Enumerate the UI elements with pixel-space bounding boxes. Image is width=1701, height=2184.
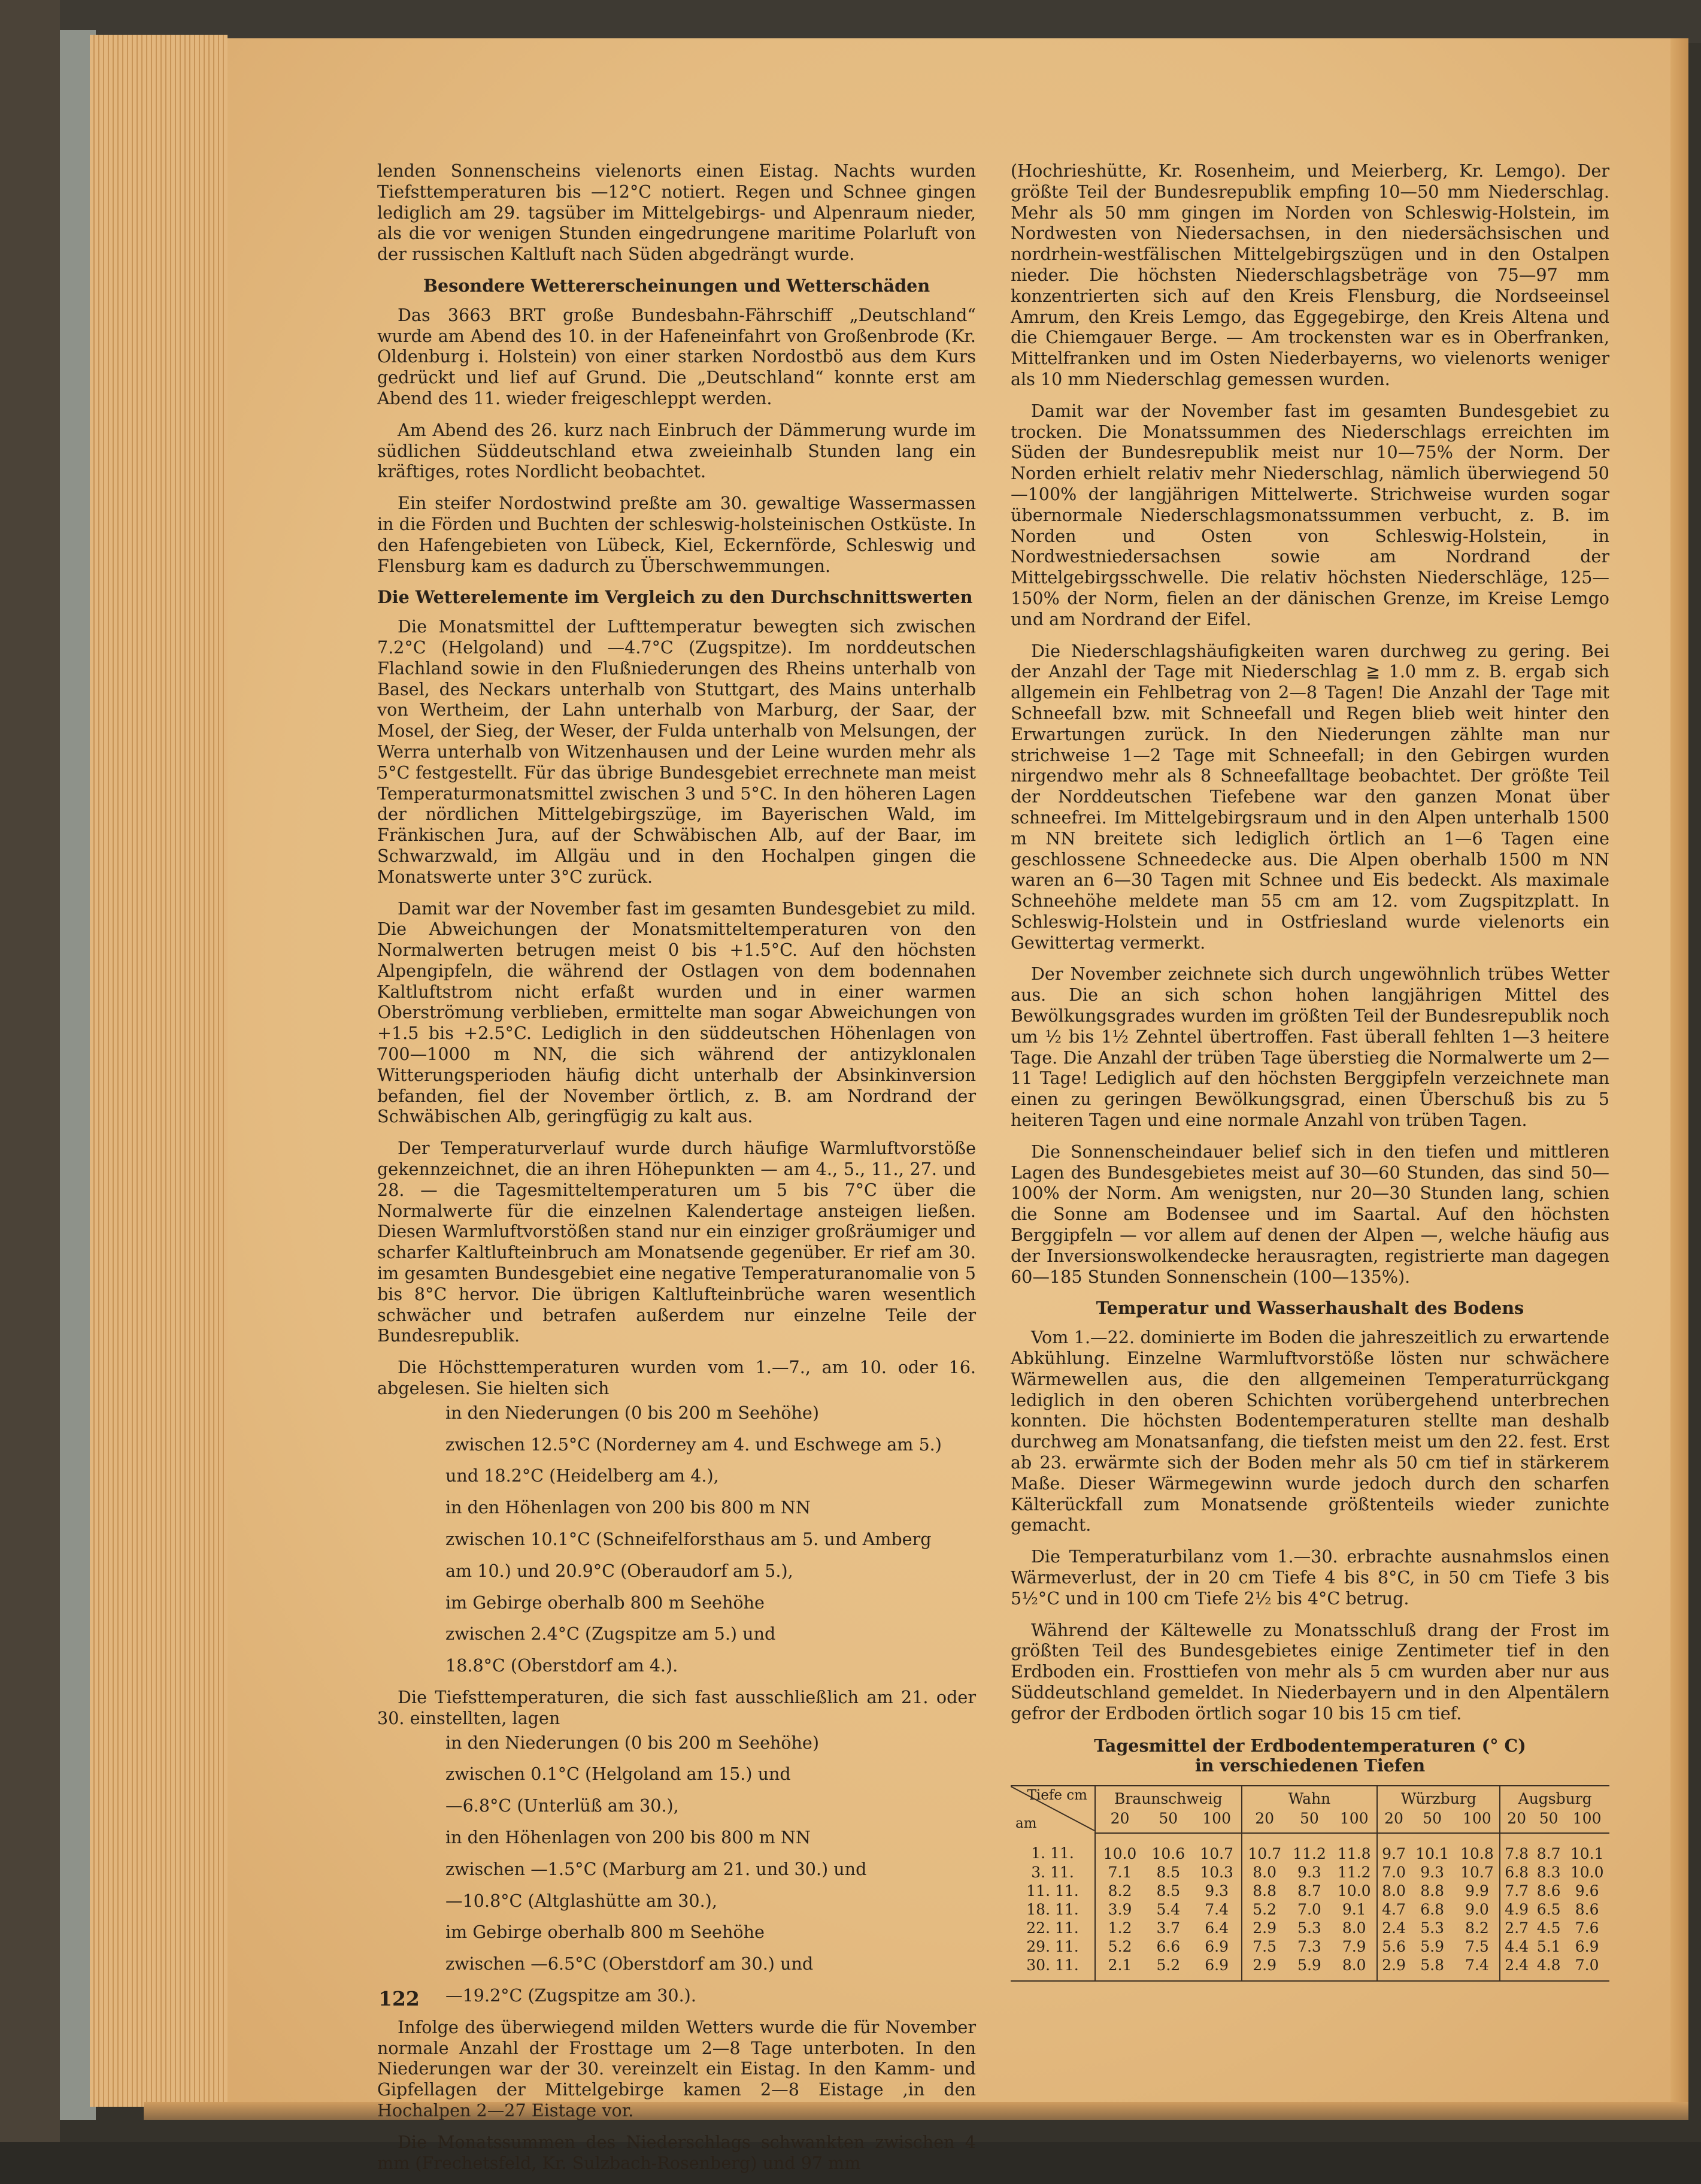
temperature-cell: 6.5 (1536, 1900, 1561, 1918)
date-cell: 11. 11. (1026, 1882, 1079, 1900)
depth-header: 20 (1377, 1809, 1410, 1833)
temperature-cell: 7.8 (1500, 1833, 1533, 1863)
temperature-cell: 4.4 (1500, 1937, 1533, 1956)
temperature-cell: 2.4 (1377, 1919, 1410, 1937)
list-line: 18.8°C (Oberstdorf am 4.). (445, 1655, 678, 1676)
temperature-cell: 6.6 (1156, 1937, 1181, 1955)
depth-header: 20 (1095, 1809, 1144, 1833)
date-cell: 29. 11. (1026, 1937, 1079, 1955)
temperature-cell: 6.9 (1575, 1937, 1599, 1955)
date-cell: 1. 11. (1031, 1844, 1074, 1862)
corner-depth-label: Tiefe cm (1027, 1787, 1087, 1803)
temperature-cell: 8.5 (1156, 1882, 1181, 1900)
temperature-cell: 6.8 (1500, 1863, 1533, 1882)
temperature-cell: 10.7 (1242, 1833, 1287, 1863)
table-row (1011, 1919, 1609, 1937)
paragraph: Damit war der November fast im gesamten Bundesgebiet zu trocken. Die Monatssummen des Niederschlags erreichten im Süden der Bundesrepublik meist nur 10—75% der Norm. Der Norden erhielt relativ mehr Niederschlag, nämlich überwiegend 50—100% der langjährigen Mittelwerte. Strichweise wurden sogar übernormale Niederschlagsmonatssummen verbucht, z. B. im Norden und Osten von Schleswig-Holstein, in Nordwestniedersachsen sowie am Nordrand der Mittelgebirgsschwelle. Die relativ höchsten Niederschläge, 125—150% der Norm, fielen an der dänischen Grenze, im Kreise Lemgo und am Nordrand der Eifel. (1011, 400, 1609, 629)
section-heading-temperatur: Temperatur und Wasserhaushalt des Bodens (1096, 1298, 1524, 1319)
temperature-cell: 8.6 (1575, 1900, 1599, 1918)
tiefsttemperaturen-list (377, 1732, 976, 2006)
list-line: am 10.) und 20.9°C (Oberaudorf am 5.), (445, 1560, 793, 1581)
temperature-cell: 9.9 (1465, 1882, 1489, 1900)
table-row (1011, 1882, 1609, 1900)
paragraph: Der November zeichnete sich durch ungewöhnlich trübes Wetter aus. Die an sich schon hohen langjährigen Mittel des Bewölkungsgrades wurden im größten Teil der Bundesrepublik noch um ½ bis 1½ Zehntel übertroffen. Fast überall fehlten 1—3 heitere Tage. Die Anzahl der trüben Tage überstieg die Normalwerte um 2—11 Tage! Lediglich auf den höchsten Berggipfeln verzeichnete man einen zu geringen Bewölkungsgrad, einen Überschuß bis zu 5 heiteren Tagen und eine normale Anzahl von trüben Tagen. (1011, 964, 1610, 1131)
temperature-cell: 9.3 (1205, 1882, 1229, 1900)
station-header: Wahn (1242, 1786, 1378, 1809)
depth-header: 20 (1242, 1809, 1287, 1833)
paragraph: Während der Kältewelle zu Monatsschluß drang der Frost im größten Teil des Bundesgebietes einige Zentimeter tief in den Erdboden ein. Frosttiefen von mehr als 5 cm wurden aber nur aus Süddeutschland gemeldet. In Niederbayern und in den Alpentälern gefror der Erdboden örtlich sogar 10 bis 15 cm tief. (1011, 1619, 1609, 1723)
temperature-cell: 10.0 (1570, 1863, 1604, 1881)
depth-header: 100 (1564, 1809, 1609, 1833)
depth-header: 100 (1332, 1809, 1377, 1833)
list-line: zwischen 12.5°C (Norderney am 4. und Eschwege am 5.) (445, 1434, 942, 1455)
temperature-cell: 7.4 (1454, 1956, 1500, 1981)
depth-header: 100 (1193, 1809, 1242, 1833)
temperature-cell: 6.4 (1205, 1919, 1229, 1937)
paragraph: Der Temperaturverlauf wurde durch häufige Warmluftvorstöße gekennzeichnet, die an ihren Höhepunkten — am 4., 5., 11., 27. und 28. — die Tagesmitteltemperaturen um 5 bis 7°C über die Normalwerte für die einzelnen Kalendertage ansteigen ließen. Diesen Warmluftvorstößen stand nur ein einziger großräumiger und scharfer Kaltlufteinbruch am Monatsende gegenüber. Er rief am 30. im gesamten Bundesgebiet eine negative Temperaturanomalie von 5 bis 8°C hervor. Die übrigen Kaltlufteinbrüche waren wesentlich schwächer und betrafen außerdem nur einzelne Teile der Bundesrepublik. (377, 1138, 976, 1346)
table-row (1011, 1900, 1609, 1919)
paragraph: Vom 1.—22. dominierte im Boden die jahreszeitlich zu erwartende Abkühlung. Einzelne Warmluftvorstöße lösten nur schwächere Wärmewellen aus, die den allgemeinen Temperaturrückgang lediglich in den oberen Schichten vorübergehend unterbrechen konnten. Die höchsten Bodentemperaturen stellte man deshalb durchweg am Monatsanfang, die tiefsten meist um den 22. fest. Erst ab 23. erwärmte sich der Boden mehr als 50 cm tief in stärkerem Maße. Dieser Wärmegewinn wurde jedoch durch den scharfen Kälterückfall zum Monatsende größtenteils wieder zunichte gemacht. (1011, 1327, 1609, 1535)
section-heading-besondere: Besondere Wettererscheinungen und Wetterschäden (423, 275, 930, 296)
temperature-cell: 7.1 (1095, 1863, 1144, 1882)
date-cell: 3. 11. (1031, 1863, 1074, 1881)
list-line: zwischen 2.4°C (Zugspitze am 5.) und (445, 1623, 776, 1644)
table-body (1011, 1833, 1609, 1981)
paragraph: (Hochrieshütte, Kr. Rosenheim, und Meierberg, Kr. Lemgo). Der größte Teil der Bundesrepublik empfing 10—50 mm Niederschlag. Mehr als 50 mm gingen im Norden von Schleswig-Holstein, im Nordwesten von Niedersachsen, in den niedersächsischen und nordrhein-westfälischen Mittelgebirgszügen und in den Ostalpen nieder. Die höchsten Niederschlagsbeträge von 75—97 mm konzentrierten sich auf den Kreis Flensburg, die Nordseeinsel Amrum, den Kreis Lemgo, das Eggegebirge, den Kreis Altena und die Chiemgauer Berge. — Am trockensten war es in Oberfranken, Mittelfranken und im Osten Niederbayerns, wo vielenorts weniger als 10 mm Niederschlag gemessen wurden. (1011, 160, 1609, 389)
list-line: in den Niederungen (0 bis 200 m Seehöhe) (445, 1402, 819, 1423)
paragraph: Die Niederschlagshäufigkeiten waren durchweg zu gering. Bei der Anzahl der Tage mit Niederschlag ≧ 1.0 mm z. B. ergab sich allgemein ein Fehlbetrag von 2—8 Tagen! Die Anzahl der Tage mit Schneefall bzw. mit Schneefall und Regen blieb weit hinter den Erwartungen zurück. In den Niederungen zählte man nur strichweise 1—2 Tage mit Schneefall; in den Gebirgen wurden nirgendwo mehr als 8 Schneefalltage beobachtet. Der größte Teil der Norddeutschen Tiefebene war den ganzen Monat über schneefrei. Im Mittelgebirgsraum und in den Alpen unterhalb 1500 m NN breitete sich lediglich örtlich an 1—6 Tagen eine geschlossene Schneedecke aus. Die Alpen oberhalb 1500 m NN waren an 6—30 Tagen mit Schnee und Eis bedeckt. Als maximale Schneehöhe meldete man 55 cm am 12. vom Zugspitzplatt. In Schleswig-Holstein und in Ostfriesland wurde vielenorts ein Gewittertag vermerkt. (1011, 640, 1609, 953)
paragraph: Am Abend des 26. kurz nach Einbruch der Dämmerung wurde im südlichen Süddeutschland etwa zweieinhalb Stunden lang ein kräftiges, rotes Nordlicht beobachtet. (377, 419, 976, 482)
page-right-edge (1670, 38, 1688, 2107)
temperature-cell: 6.8 (1420, 1900, 1444, 1918)
list-line: in den Niederungen (0 bis 200 m Seehöhe) (445, 1732, 819, 1753)
temperature-cell: 10.8 (1460, 1844, 1494, 1862)
temperature-cell: 2.9 (1377, 1956, 1410, 1981)
temperature-cell: 2.7 (1500, 1919, 1533, 1937)
list-line: —6.8°C (Unterlüß am 30.), (445, 1795, 679, 1816)
temperature-cell: 9.0 (1465, 1900, 1489, 1918)
paragraph: Die Temperaturbilanz vom 1.—30. erbrachte ausnahmslos einen Wärmeverlust, der in 20 cm Tiefe 4 bis 8°C, in 50 cm Tiefe 3 bis 5½°C und in 100 cm Tiefe 2½ bis 4°C betrug. (1011, 1546, 1609, 1609)
temperature-cell: 7.5 (1242, 1937, 1287, 1956)
table-title-line-1: Tagesmittel der Erdbodentemperaturen (° C) (1094, 1735, 1526, 1756)
temperature-cell: 10.3 (1200, 1863, 1233, 1881)
temperature-cell: 8.5 (1156, 1863, 1181, 1881)
temperature-cell: 7.0 (1564, 1956, 1609, 1981)
list-line: zwischen —6.5°C (Oberstdorf am 30.) und (445, 1953, 814, 1974)
station-header: Augsburg (1500, 1786, 1609, 1809)
temperature-cell: 3.9 (1095, 1900, 1144, 1919)
table-row (1011, 1833, 1609, 1863)
temperature-cell: 2.9 (1242, 1919, 1287, 1937)
table-corner-cell (1011, 1786, 1095, 1833)
list-line: im Gebirge oberhalb 800 m Seehöhe (445, 1922, 765, 1943)
left-column (377, 160, 976, 2184)
station-header: Braunschweig (1095, 1786, 1242, 1809)
depth-header: 50 (1144, 1809, 1193, 1833)
temperature-cell: 7.9 (1342, 1937, 1366, 1955)
list-line: zwischen 0.1°C (Helgoland am 15.) und (445, 1764, 791, 1785)
section-heading-wetterelemente: Die Wetterelemente im Vergleich zu den Durchschnittswerten (377, 587, 973, 608)
list-line: zwischen —1.5°C (Marburg am 21. und 30.) und (445, 1858, 867, 1879)
paragraph: Die Sonnenscheindauer belief sich in den tiefen und mittleren Lagen des Bundesgebietes meist auf 30—60 Stunden, das sind 50—100% der Norm. Am wenigsten, nur 20—30 Stunden lang, schien die Sonne am Bodensee und im Saartal. Auf den höchsten Berggipfeln — vor allem auf denen der Alpen —, welche häufig aus der Inversionswolkendecke herausragten, registrierte man dagegen 60—185 Stunden Sonnenschein (100—135%). (1011, 1141, 1609, 1287)
table-title (1011, 1736, 1609, 1776)
list-line: und 18.2°C (Heidelberg am 4.), (445, 1465, 719, 1486)
depth-header: 50 (1533, 1809, 1564, 1833)
temperature-cell: 1.2 (1095, 1919, 1144, 1937)
paragraph: Damit war der November fast im gesamten Bundesgebiet zu mild. Die Abweichungen der Monatsmitteltemperaturen von den Normalwerten betrugen meist 0 bis +1.5°C. Auf den höchsten Alpengipfeln, die während der Ostlagen von dem bodennahen Kaltluftstrom nicht erfaßt wurden und in einer warmen Oberströmung verblieben, ermittelte man sogar Abweichungen von +1.5 bis +2.5°C. Lediglich in den süddeutschen Höhenlagen von 700—1000 m NN, die sich während der antizyklonalen Witterungsperioden häufig dicht unterhalb der Absinkinversion befanden, fiel der November örtlich, z. B. am Nordrand der Schwäbischen Alb, geringfügig zu kalt aus. (377, 898, 976, 1127)
temperature-cell: 11.2 (1293, 1844, 1326, 1862)
list-line: —10.8°C (Altglashütte am 30.), (445, 1890, 717, 1911)
temperature-cell: 9.3 (1297, 1863, 1321, 1881)
temperature-cell: 10.0 (1337, 1882, 1371, 1900)
temperature-cell: 5.2 (1095, 1937, 1144, 1956)
page-edges (90, 35, 228, 2107)
temperature-cell: 8.8 (1420, 1882, 1444, 1900)
temperature-cell: 6.9 (1193, 1956, 1242, 1981)
paragraph: Die Monatssummen des Niederschlags schwankten zwischen 4 mm (Frechetsfeld, Kr. Sulzbach-Rosenberg) und 97 mm (377, 2131, 976, 2173)
temperature-cell: 3.7 (1156, 1919, 1181, 1937)
temperature-cell: 4.7 (1377, 1900, 1410, 1919)
temperature-cell: 8.0 (1377, 1882, 1410, 1900)
temperature-cell: 4.5 (1536, 1919, 1561, 1937)
temperature-cell: 2.1 (1095, 1956, 1144, 1981)
paragraph: Infolge des überwiegend milden Wetters wurde die für November normale Anzahl der Frosttage um 2—8 Tage unterboten. In den Niederungen war der 30. vereinzelt ein Eistag. In den Kamm- und Gipfellagen der Mittelgebirge kamen 2—8 Eistage ,in den Hochalpen 2—27 Eistage vor. (377, 2016, 976, 2121)
temperature-cell: 4.8 (1533, 1956, 1564, 1981)
temperature-cell: 8.7 (1536, 1844, 1561, 1862)
date-cell: 22. 11. (1026, 1919, 1079, 1937)
right-column (1011, 160, 1609, 1982)
list-line: —19.2°C (Zugspitze am 30.). (445, 1985, 696, 2006)
temperature-cell: 2.9 (1242, 1956, 1287, 1981)
page-number: 122 (378, 1987, 420, 2010)
table-title-line-2: in verschiedenen Tiefen (1194, 1755, 1426, 1776)
depth-header: 20 (1500, 1809, 1533, 1833)
temperature-cell: 8.7 (1297, 1882, 1321, 1900)
paragraph: Das 3663 BRT große Bundesbahn-Fährschiff „Deutschland“ wurde am Abend des 10. in der Hafeneinfahrt von Großenbrode (Kr. Oldenburg i. Holstein) von einer starken Nordostbö aus dem Kurs gedrückt und lief auf Grund. Die „Deutschland“ konnte erst am Abend des 11. wieder freigeschleppt werden. (377, 304, 976, 408)
paragraph: Die Monatsmittel der Lufttemperatur bewegten sich zwischen 7.2°C (Helgoland) und —4.7°C (Zugspitze). Im norddeutschen Flachland sowie in den Flußniederungen des Rheins unterhalb von Basel, des Neckars unterhalb von Stuttgart, des Mains unterhalb von Wertheim, der Lahn unterhalb von Marburg, der Saar, der Mosel, der Sieg, der Weser, der Fulda unterhalb von Melsungen, der Werra unterhalb von Witzenhausen und der Leine wurden mehr als 5°C festgestellt. Für das übrige Bundesgebiet errechnete man meist Temperaturmonatsmittel zwischen 3 und 5°C. In den höheren Lagen der nördlichen Mittelgebirgszüge, im Bayerischen Wald, im Fränkischen Jura, auf der Schwäbischen Alb, auf der Baar, im Schwarzwald, im Allgäu und in den Hochalpen gingen die Monatswerte unter 3°C zurück. (377, 616, 976, 887)
book-cover-top (60, 0, 1701, 43)
depth-header: 100 (1454, 1809, 1500, 1833)
depth-header: 50 (1287, 1809, 1332, 1833)
temperature-cell: 11.8 (1337, 1844, 1371, 1862)
date-cell: 30. 11. (1011, 1956, 1095, 1981)
temperature-cell: 9.7 (1377, 1833, 1410, 1863)
temperature-cell: 5.8 (1410, 1956, 1455, 1981)
temperature-cell: 5.4 (1156, 1900, 1181, 1918)
temperature-cell: 8.2 (1465, 1919, 1489, 1937)
temperature-cell: 5.3 (1420, 1919, 1444, 1937)
temperature-cell: 10.1 (1570, 1844, 1604, 1862)
temperature-cell: 7.7 (1500, 1882, 1533, 1900)
temperature-cell: 8.0 (1242, 1863, 1287, 1882)
paragraph: Ein steifer Nordostwind preßte am 30. gewaltige Wassermassen in die Förden und Buchten der schleswig-holsteinischen Ostküste. In den Hafengebieten von Lübeck, Kiel, Eckernförde, Schleswig und Flensburg kam es dadurch zu Überschwemmungen. (377, 493, 976, 576)
temperature-cell: 4.9 (1500, 1900, 1533, 1919)
temperature-cell: 8.0 (1342, 1919, 1366, 1937)
temperature-cell: 11.2 (1337, 1863, 1371, 1881)
table-row (1011, 1863, 1609, 1882)
temperature-cell: 7.4 (1205, 1900, 1229, 1918)
temperature-cell: 9.1 (1342, 1900, 1366, 1918)
temperature-cell: 8.6 (1536, 1882, 1561, 1900)
station-header: Würzburg (1377, 1786, 1500, 1809)
temperature-cell: 9.6 (1575, 1882, 1599, 1900)
temperature-cell: 5.2 (1144, 1956, 1193, 1981)
hoechsttemperaturen-list (377, 1403, 976, 1676)
book-cover-left (0, 0, 60, 2142)
temperature-cell: 5.6 (1377, 1937, 1410, 1956)
paragraph: Die Tiefsttemperaturen, die sich fast ausschließlich am 21. oder 30. einstellten, lagen (377, 1687, 976, 1728)
temperature-cell: 5.1 (1536, 1937, 1561, 1955)
list-line: in den Höhenlagen von 200 bis 800 m NN (445, 1497, 811, 1518)
depth-header: 50 (1410, 1809, 1455, 1833)
temperature-cell: 10.1 (1415, 1844, 1449, 1862)
temperature-cell: 10.7 (1460, 1863, 1494, 1881)
temperature-cell: 5.3 (1297, 1919, 1321, 1937)
date-cell: 18. 11. (1026, 1900, 1079, 1918)
temperature-cell: 5.9 (1287, 1956, 1332, 1981)
corner-date-label: am (1015, 1815, 1037, 1831)
temperature-cell: 5.2 (1242, 1900, 1287, 1919)
temperature-cell: 8.2 (1095, 1882, 1144, 1900)
temperature-cell: 7.0 (1297, 1900, 1321, 1918)
temperature-cell: 5.9 (1420, 1937, 1444, 1955)
paragraph: lenden Sonnenscheins vielenorts einen Eistag. Nachts wurden Tiefsttemperaturen bis —12°C notiert. Regen und Schnee gingen lediglich am 29. tagsüber im Mittelgebirgs- und Alpenraum nieder, als die vor wenigen Stunden eingedrungene maritime Polarluft von der russischen Kaltluft nach Süden abgedrängt wurde. (377, 160, 976, 265)
paragraph: Die Höchsttemperaturen wurden vom 1.—7., am 10. oder 16. abgelesen. Sie hielten sich (377, 1357, 976, 1399)
temperature-cell: 2.4 (1500, 1956, 1533, 1981)
temperature-cell: 10.6 (1151, 1844, 1185, 1862)
list-line: in den Höhenlagen von 200 bis 800 m NN (445, 1826, 811, 1847)
temperature-cell: 7.0 (1377, 1863, 1410, 1882)
temperature-cell: 6.9 (1205, 1937, 1229, 1955)
list-line: im Gebirge oberhalb 800 m Seehöhe (445, 1592, 765, 1613)
soil-temperature-table (1011, 1785, 1609, 1982)
temperature-cell: 9.3 (1420, 1863, 1444, 1881)
temperature-cell: 7.6 (1575, 1919, 1599, 1937)
temperature-cell: 10.0 (1095, 1833, 1144, 1863)
table-row (1011, 1956, 1609, 1981)
table-row (1011, 1937, 1609, 1956)
temperature-cell: 8.8 (1242, 1882, 1287, 1900)
temperature-cell: 8.0 (1332, 1956, 1377, 1981)
list-line: zwischen 10.1°C (Schneifelforsthaus am 5. und Amberg (445, 1529, 932, 1550)
temperature-cell: 7.5 (1465, 1937, 1489, 1955)
temperature-cell: 8.3 (1536, 1863, 1561, 1881)
temperature-cell: 7.3 (1297, 1937, 1321, 1955)
temperature-cell: 10.7 (1200, 1844, 1233, 1862)
